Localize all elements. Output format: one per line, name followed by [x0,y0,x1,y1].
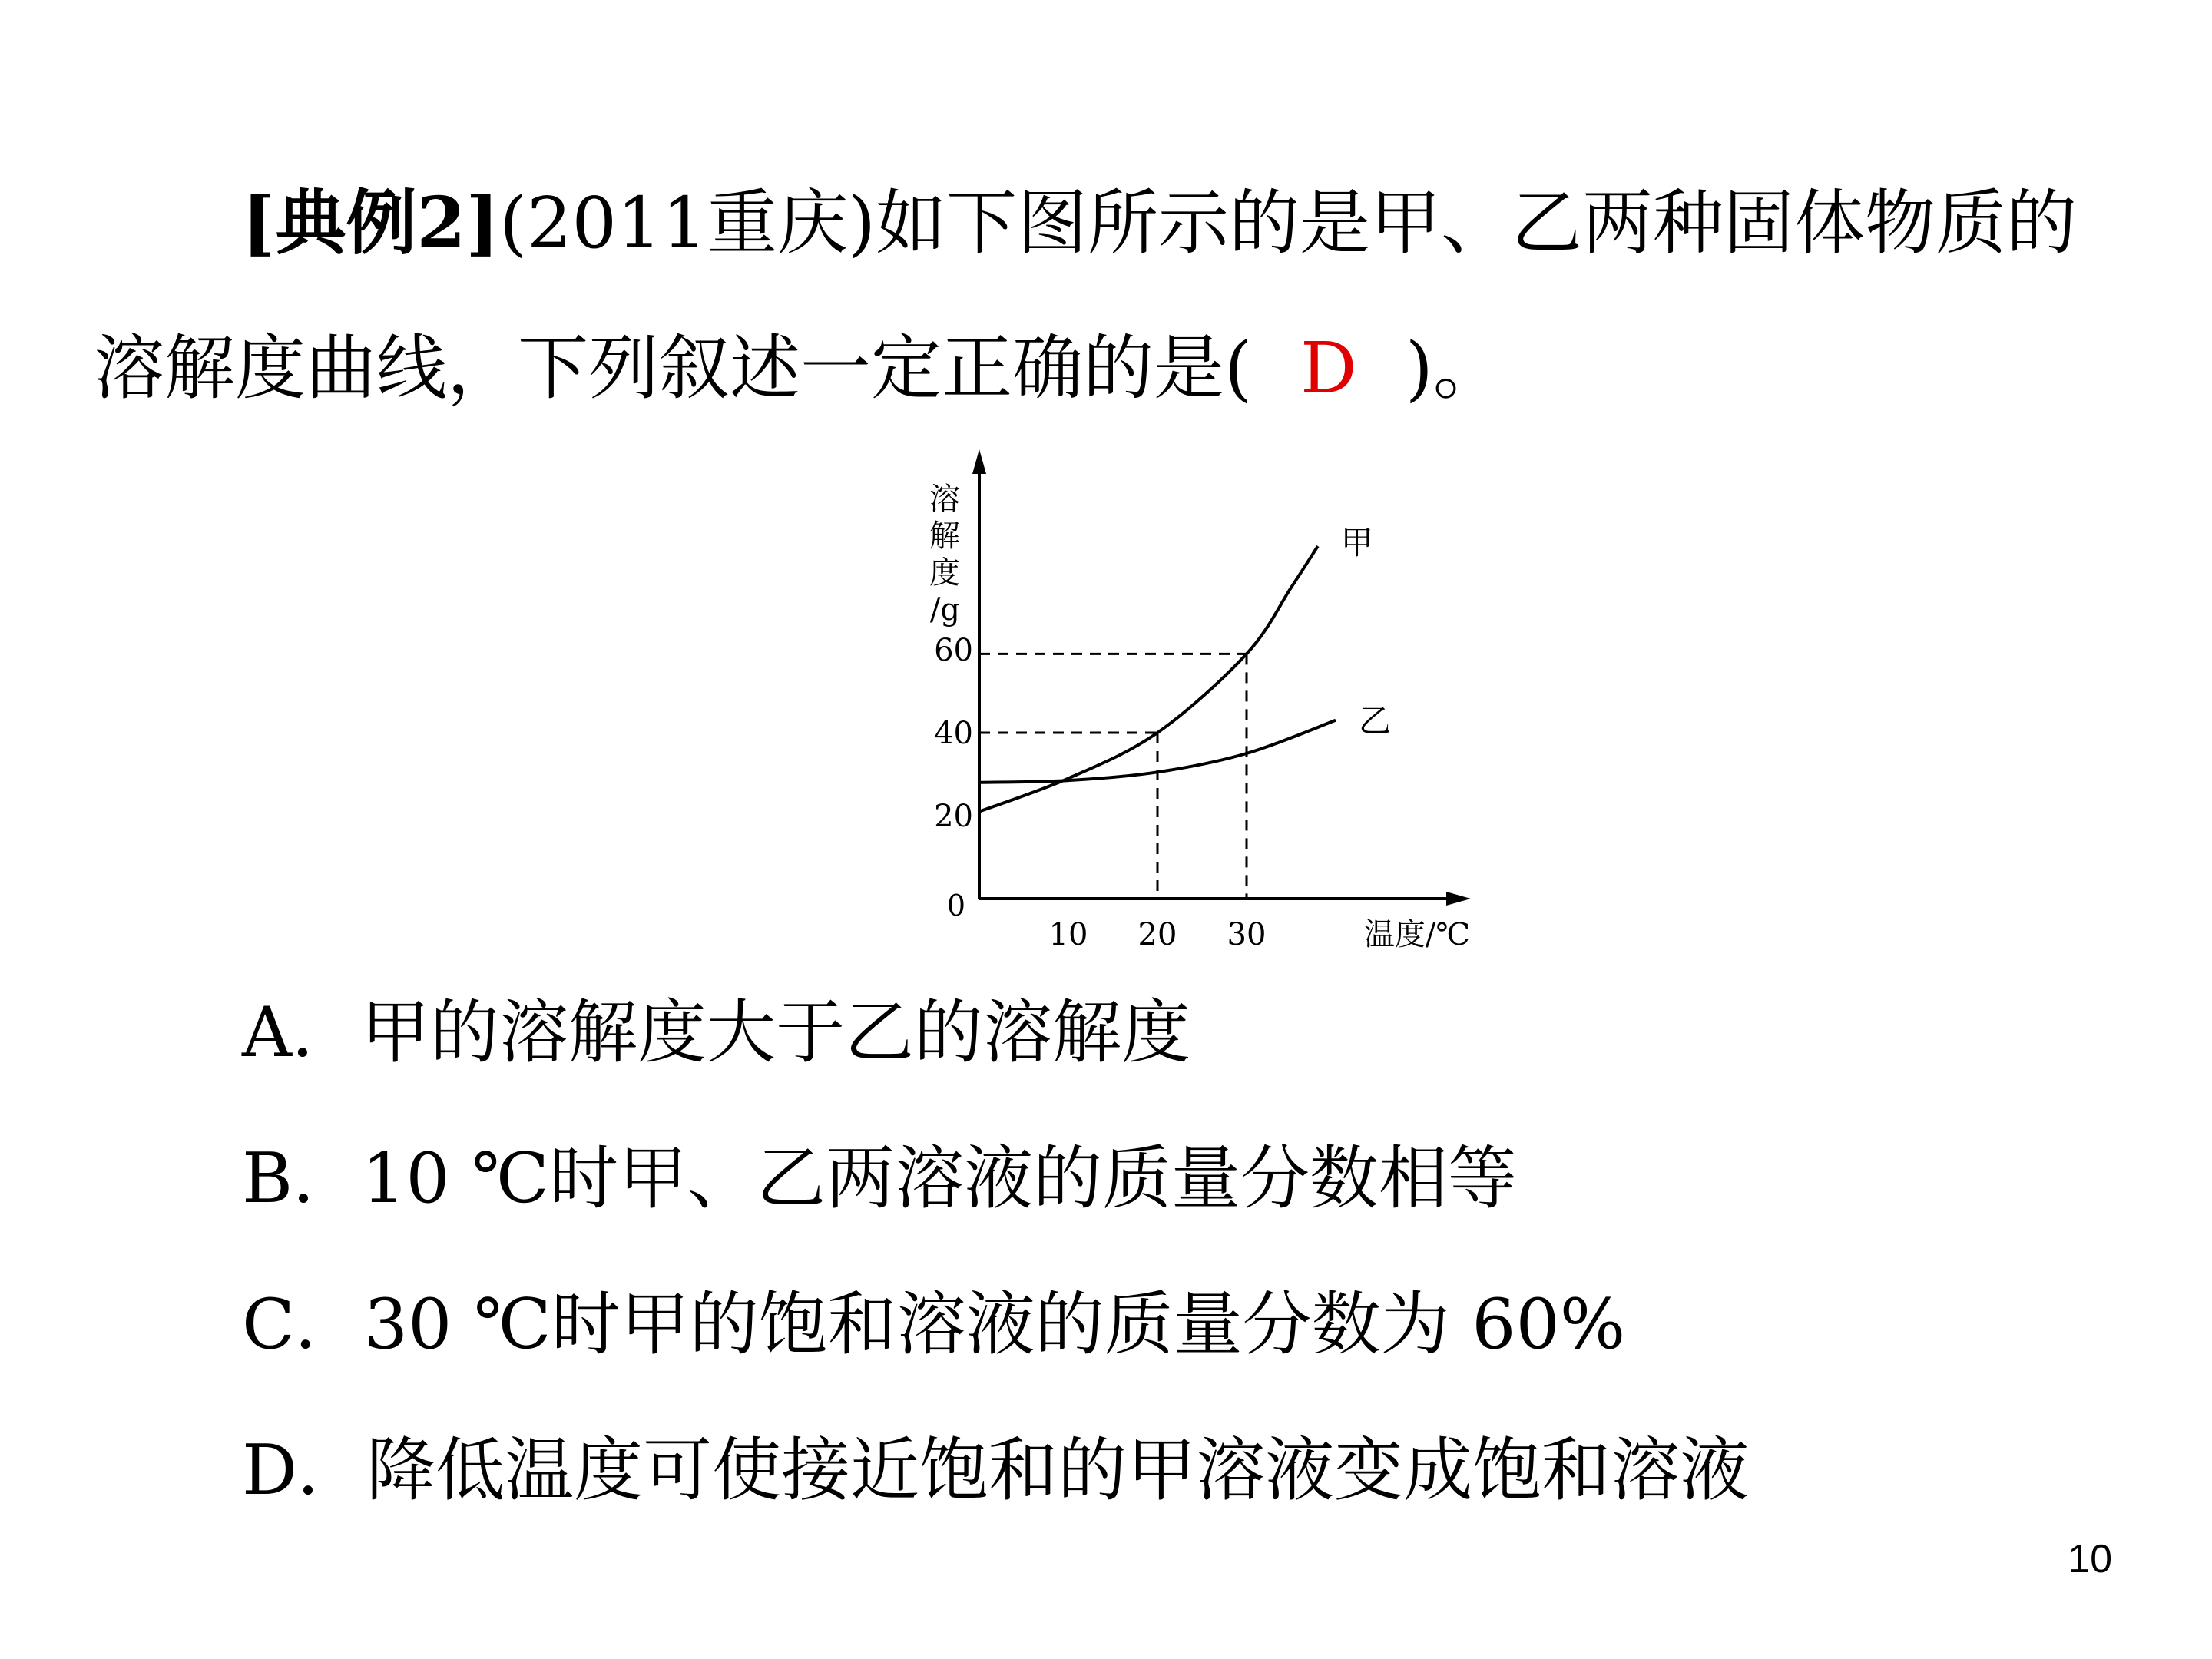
option-d-letter: D． [242,1430,367,1511]
y-axis-label-3: /g [929,592,960,628]
answer-blank: D [1300,327,1357,409]
solubility-chart [906,449,1471,956]
option-d-text: 降低温度可使接近饱和的甲溶液变成饱和溶液 [366,1430,1750,1511]
option-c[interactable] [242,1283,1625,1367]
question-tag: [典例2] [242,181,500,264]
question-text-2-end: )。 [1405,327,1504,409]
y-tick-60: 60 [934,633,973,668]
page-number: 10 [2068,1537,2112,1581]
option-b-letter: B． [242,1138,363,1219]
y-axis-arrow [972,449,986,474]
y-axis-label-2: 度 [929,555,960,591]
option-c-text: 30 ℃时甲的饱和溶液的质量分数为 60% [363,1284,1626,1365]
y-tick-40: 40 [934,716,973,751]
series-label-1: 乙 [1359,701,1392,740]
question-text-1: (2011重庆)如下图所示的是甲、乙两种固体物质的 [499,182,2077,264]
x-tick-10: 10 [1048,917,1088,952]
question-line-2 [94,326,1504,411]
question-text-2: 溶解度曲线，下列叙述一定正确的是( [94,327,1252,409]
origin-label: 0 [946,889,966,922]
option-b[interactable] [242,1137,1517,1221]
option-a[interactable] [242,991,1190,1075]
y-tick-20: 20 [934,799,973,834]
x-axis-arrow [1446,892,1471,906]
option-a-text: 甲的溶解度大于乙的溶解度 [361,992,1190,1073]
question-line-1 [242,180,2077,266]
option-d[interactable] [242,1429,1749,1513]
y-axis-label-1: 解 [929,518,960,554]
x-axis-label: 温度/℃ [1363,917,1471,952]
series-line-0 [979,546,1318,812]
x-tick-30: 30 [1227,917,1267,952]
option-c-letter: C． [242,1284,364,1365]
x-tick-20: 20 [1137,917,1177,952]
y-axis-label-0: 溶 [929,482,960,517]
option-a-letter: A． [242,992,361,1073]
series-label-0: 甲 [1340,524,1373,561]
option-b-text: 10 ℃时甲、乙两溶液的质量分数相等 [362,1138,1517,1219]
